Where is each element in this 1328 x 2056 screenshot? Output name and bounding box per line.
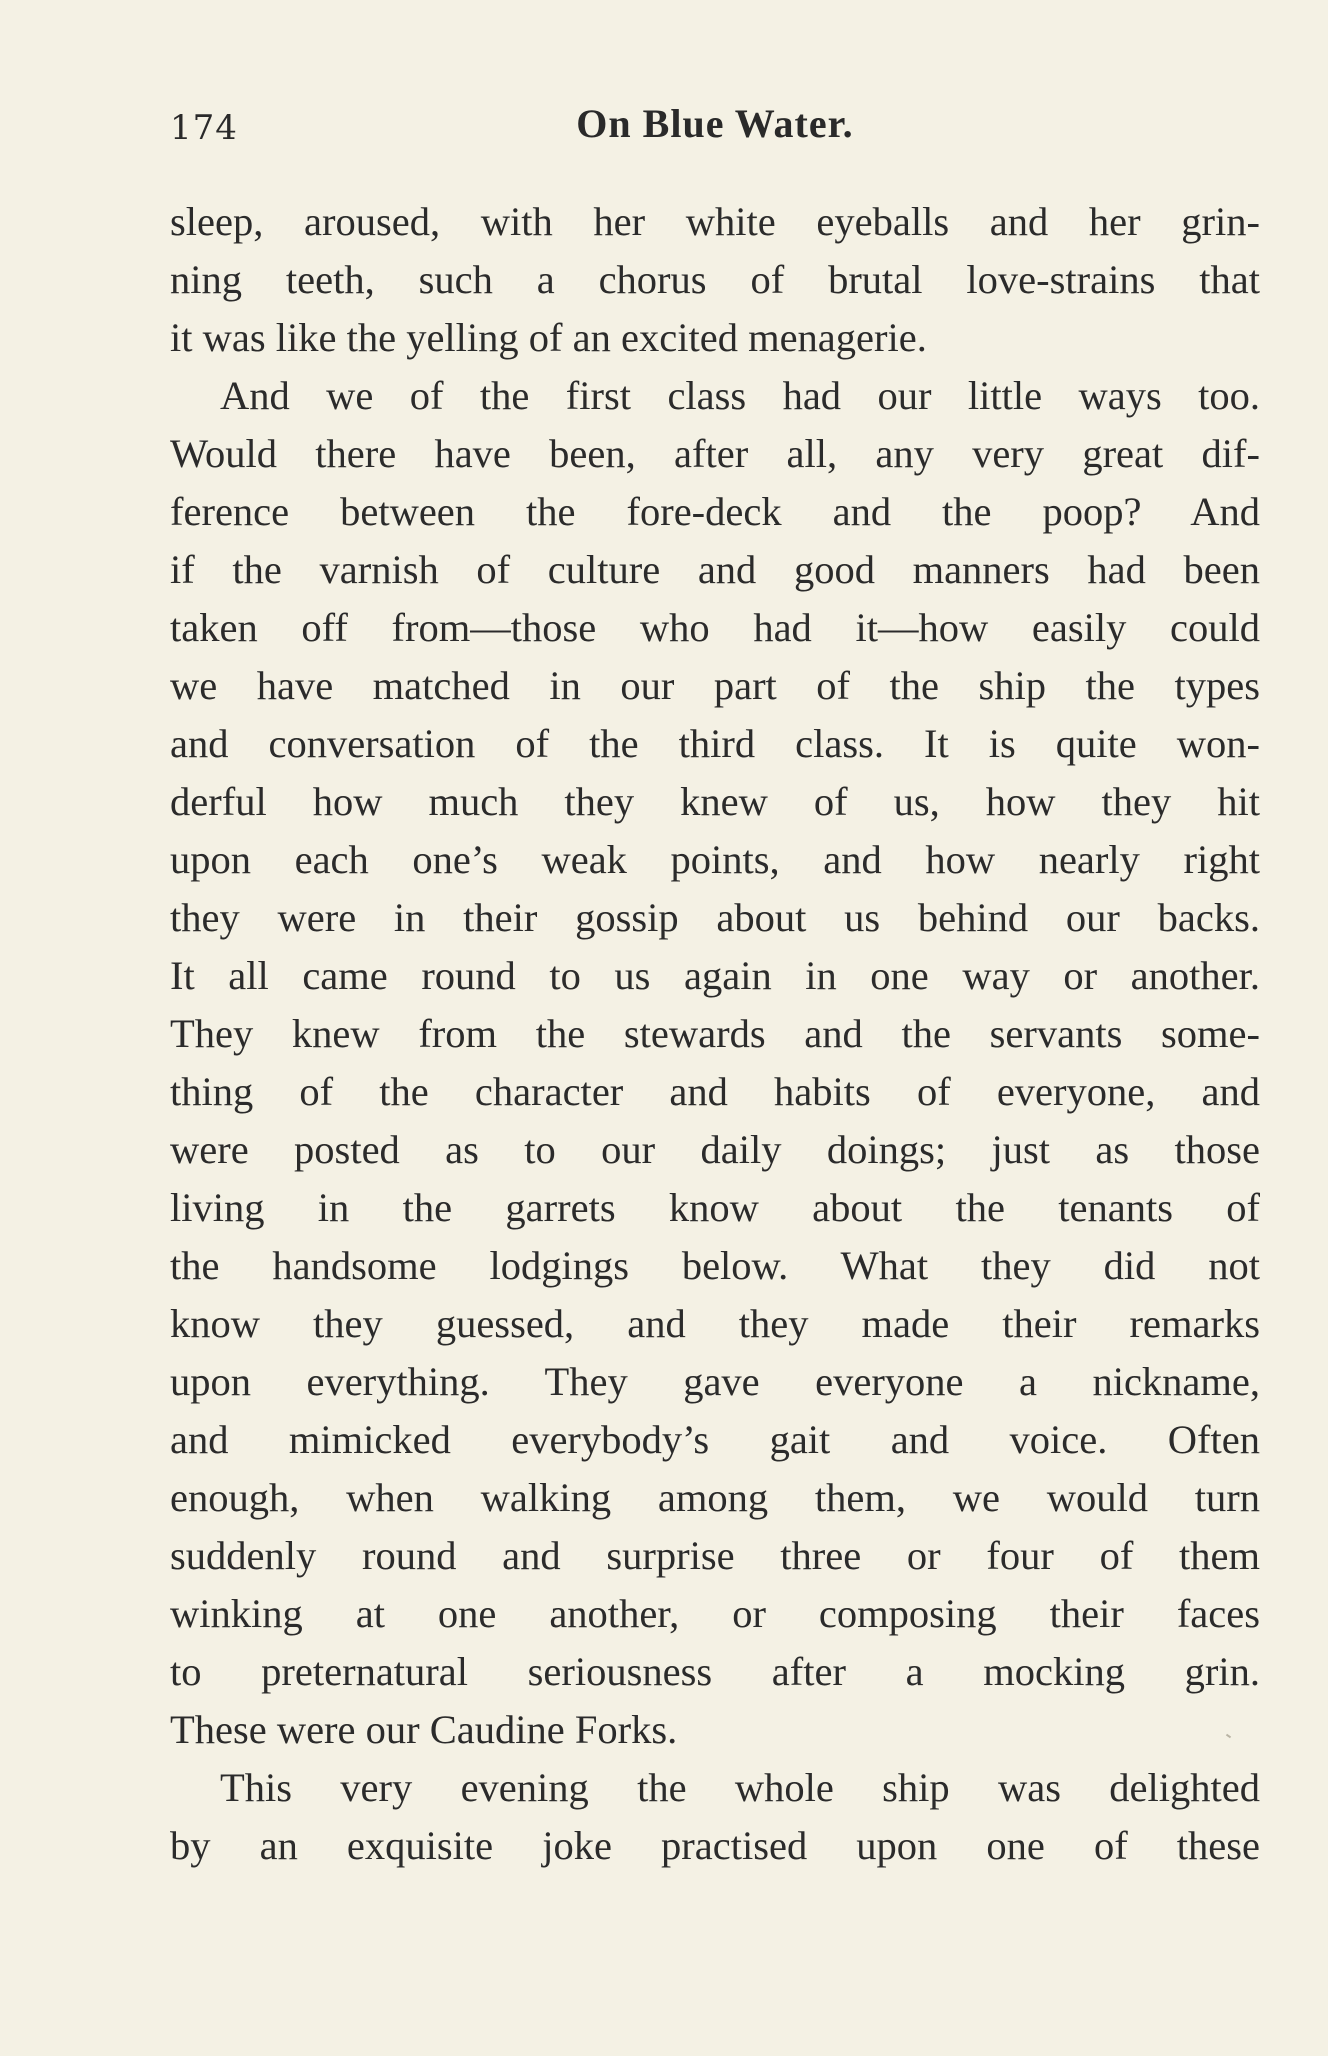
text-line: These were our Caudine Forks. — [170, 1707, 678, 1752]
text-line: were posted as to our daily doings; just as those — [170, 1127, 1260, 1172]
text-line: the handsome lodgings below. What they did not — [170, 1243, 1260, 1288]
text-line: It all came round to us again in one way or another. — [170, 953, 1260, 998]
text-line: they were in their gossip about us behind our backs. — [170, 895, 1260, 940]
text-line: ference between the fore-deck and the poop? And — [170, 489, 1260, 534]
text-line: sleep, aroused, with her white eyeballs and her grin- — [170, 199, 1260, 244]
text-line: derful how much they knew of us, how they hit — [170, 779, 1260, 824]
text-line: taken off from—those who had it—how easily could — [170, 605, 1260, 650]
text-line: They knew from the stewards and the servants some- — [170, 1011, 1260, 1056]
paragraph — [170, 193, 1260, 367]
text-line: enough, when walking among them, we would turn — [170, 1475, 1260, 1520]
text-line: ning teeth, such a chorus of brutal love-strains that — [170, 257, 1260, 302]
text-line: This very evening the whole ship was delighted — [220, 1765, 1260, 1810]
running-head — [170, 100, 1260, 160]
text-line: And we of the first class had our little ways too. — [220, 373, 1260, 418]
text-line: if the varnish of culture and good manners had been — [170, 547, 1260, 592]
text-line: upon everything. They gave everyone a nickname, — [170, 1359, 1260, 1404]
text-line: by an exquisite joke practised upon one of these — [170, 1823, 1260, 1868]
text-line: winking at one another, or composing their faces — [170, 1591, 1260, 1636]
paragraph — [170, 1759, 1260, 1875]
running-title: On Blue Water. — [576, 101, 854, 146]
page-number: 174 — [170, 108, 238, 148]
text-line: to preternatural seriousness after a mocking grin. — [170, 1649, 1260, 1694]
text-line: thing of the character and habits of everyone, and — [170, 1069, 1260, 1114]
text-line: and conversation of the third class. It is quite won- — [170, 721, 1260, 766]
text-line: know they guessed, and they made their remarks — [170, 1301, 1260, 1346]
text-line: we have matched in our part of the ship the types — [170, 663, 1260, 708]
text-line: suddenly round and surprise three or four of them — [170, 1533, 1260, 1578]
text-line: Would there have been, after all, any very great dif- — [170, 431, 1260, 476]
paragraph — [170, 367, 1260, 1759]
body-text — [170, 193, 1260, 1875]
text-line: it was like the yelling of an excited menagerie. — [170, 315, 927, 360]
text-line: and mimicked everybody’s gait and voice. Often — [170, 1417, 1260, 1462]
text-line: living in the garrets know about the tenants of — [170, 1185, 1260, 1230]
text-line: upon each one’s weak points, and how nearly right — [170, 837, 1260, 882]
